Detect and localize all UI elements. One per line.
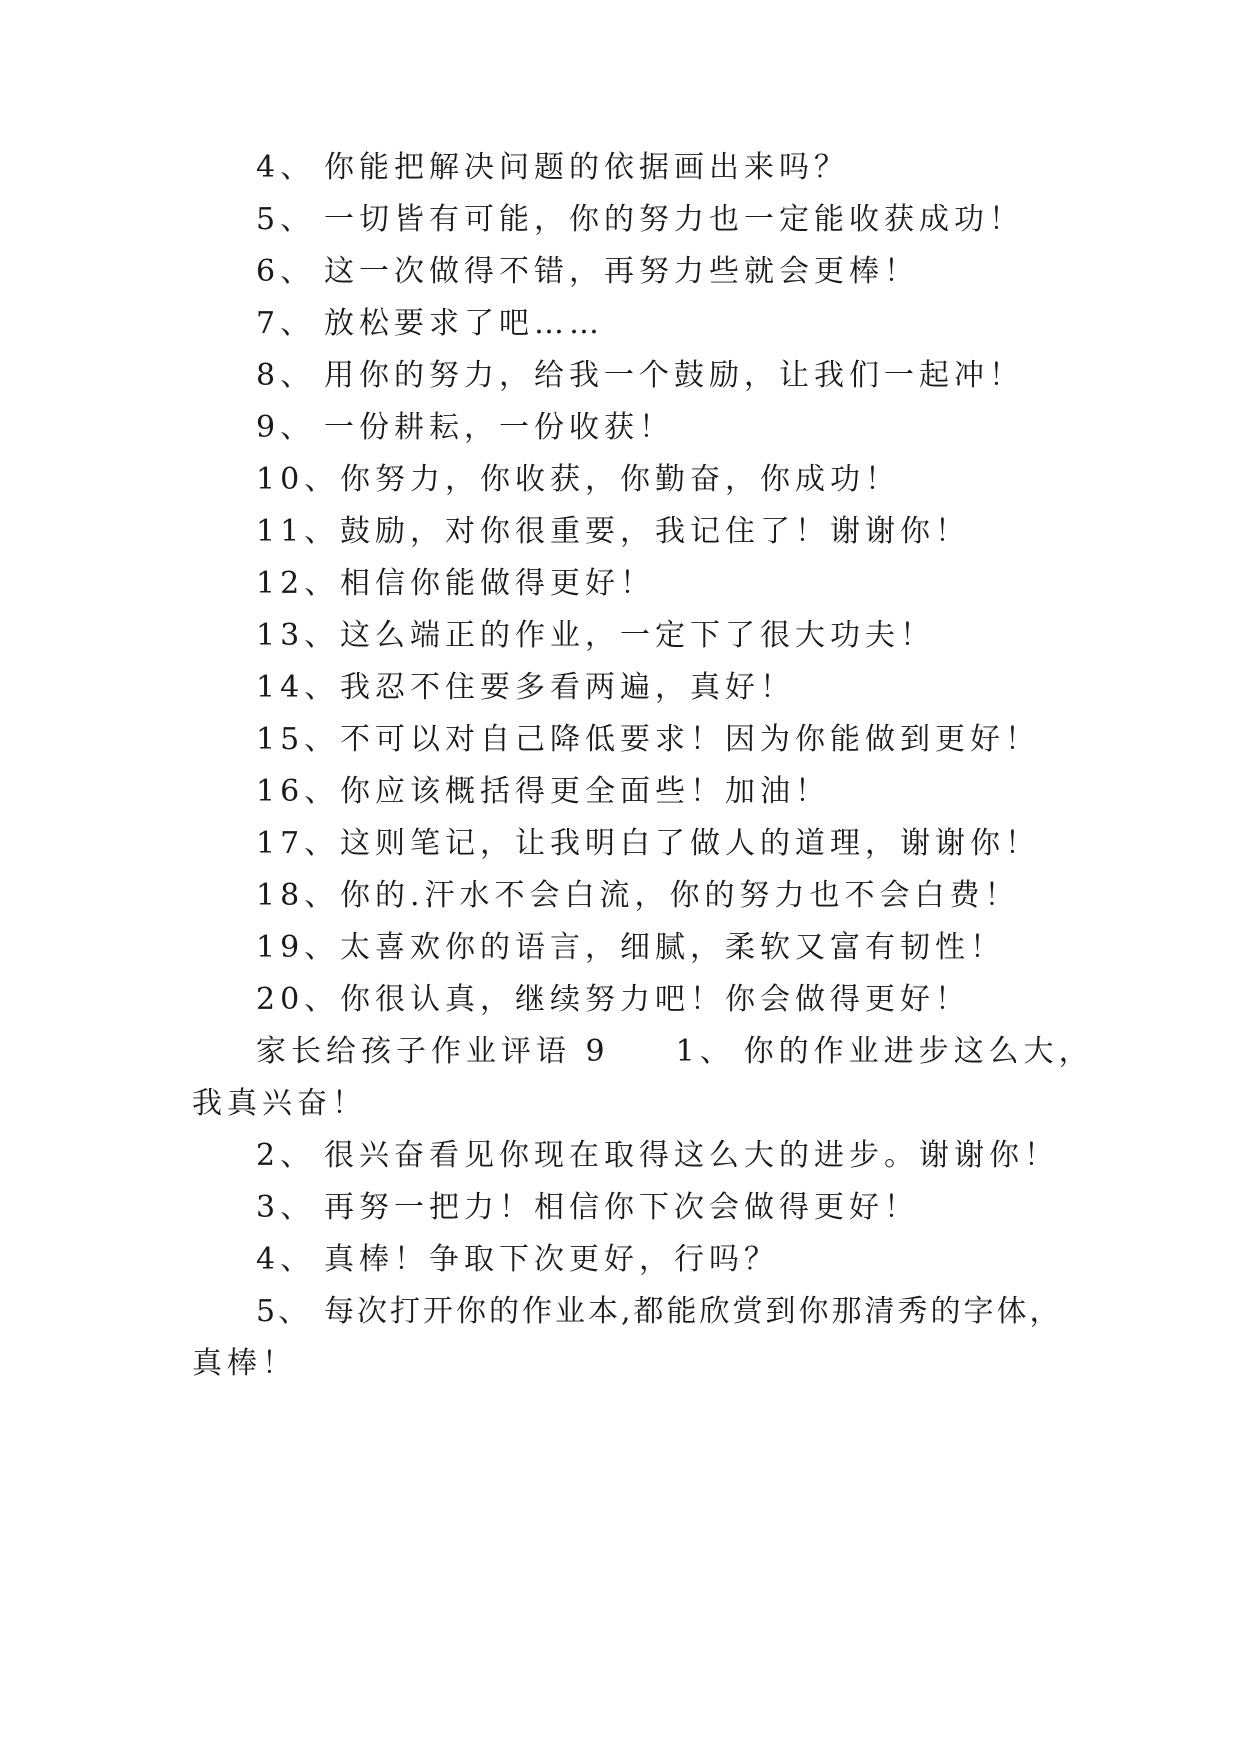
item-text: 放松要求了吧…… [324, 306, 604, 341]
item-number: 7、 [256, 306, 316, 341]
list-item [256, 200, 1024, 240]
item-text-continuation: 我真兴奋！ [192, 1086, 367, 1121]
item-text: 你很认真，继续努力吧！你会做得更好！ [340, 982, 970, 1017]
item-number: 8、 [256, 358, 316, 393]
list-item [256, 1136, 1059, 1176]
list-item [256, 668, 795, 708]
list-item [256, 1240, 779, 1280]
list-item [256, 304, 604, 344]
item-number: 6、 [256, 254, 316, 289]
item-text: 你的作业进步这么大， [743, 1034, 1094, 1069]
section-heading: 家长给孩子作业评语 9 [256, 1034, 610, 1069]
item-number: 13、 [256, 618, 340, 653]
item-number: 10、 [256, 462, 340, 497]
item-number: 15、 [256, 722, 340, 757]
item-text: 我忍不住要多看两遍，真好！ [340, 670, 795, 705]
item-text: 太喜欢你的语言，细腻，柔软又富有韧性！ [340, 930, 1005, 965]
list-item [256, 720, 1040, 760]
item-number: 11、 [256, 514, 340, 549]
list-item [256, 1188, 919, 1228]
list-item [256, 356, 1024, 396]
item-text: 鼓励，对你很重要，我记住了！谢谢你！ [340, 514, 970, 549]
item-text: 你的.汗水不会白流，你的努力也不会白费！ [340, 878, 1020, 913]
item-number: 17、 [256, 826, 340, 861]
list-item [256, 460, 900, 500]
list-item [256, 772, 830, 812]
item-number: 3、 [256, 1190, 316, 1225]
item-number: 2、 [256, 1138, 316, 1173]
item-text: 你努力，你收获，你勤奋，你成功！ [340, 462, 900, 497]
list-item [256, 408, 674, 448]
item-number: 18、 [256, 878, 340, 913]
item-number: 5、 [256, 202, 316, 237]
item-number: 19、 [256, 930, 340, 965]
item-number: 20、 [256, 982, 340, 1017]
item-text: 一切皆有可能，你的努力也一定能收获成功！ [324, 202, 1024, 237]
item-text: 你应该概括得更全面些！加油！ [340, 774, 830, 809]
list-item [256, 252, 919, 292]
item-number: 5、 [256, 1294, 312, 1329]
item-text: 这一次做得不错，再努力些就会更棒！ [324, 254, 919, 289]
item-number: 4、 [256, 150, 316, 185]
item-number: 9、 [256, 410, 316, 445]
list-item [256, 980, 970, 1020]
item-text: 每次打开你的作业本,都能欣赏到你那清秀的字体， [324, 1294, 1063, 1329]
item-text: 真棒！争取下次更好，行吗？ [324, 1242, 779, 1277]
item-text: 不可以对自己降低要求！因为你能做到更好！ [340, 722, 1040, 757]
item-text: 相信你能做得更好！ [340, 566, 655, 601]
list-item [256, 512, 970, 552]
item-text: 这则笔记，让我明白了做人的道理，谢谢你！ [340, 826, 1040, 861]
item-text: 一份耕耘，一份收获！ [324, 410, 674, 445]
section-heading-line [256, 1032, 1094, 1072]
item-text: 很兴奋看见你现在取得这么大的进步。谢谢你！ [324, 1138, 1059, 1173]
item-text: 用你的努力，给我一个鼓励，让我们一起冲！ [324, 358, 1024, 393]
list-item [256, 824, 1040, 864]
list-item [256, 1292, 1063, 1332]
item-text: 你能把解决问题的依据画出来吗？ [324, 150, 849, 185]
item-number: 12、 [256, 566, 340, 601]
item-number: 1、 [675, 1034, 735, 1069]
list-item [256, 876, 1020, 916]
item-number: 4、 [256, 1242, 316, 1277]
item-text-continuation: 真棒！ [192, 1346, 297, 1381]
list-item [256, 564, 655, 604]
list-item [256, 928, 1005, 968]
item-number: 16、 [256, 774, 340, 809]
item-text: 这么端正的作业，一定下了很大功夫！ [340, 618, 935, 653]
list-item [256, 616, 935, 656]
item-text: 再努一把力！相信你下次会做得更好！ [324, 1190, 919, 1225]
list-item [256, 148, 849, 188]
item-number: 14、 [256, 670, 340, 705]
